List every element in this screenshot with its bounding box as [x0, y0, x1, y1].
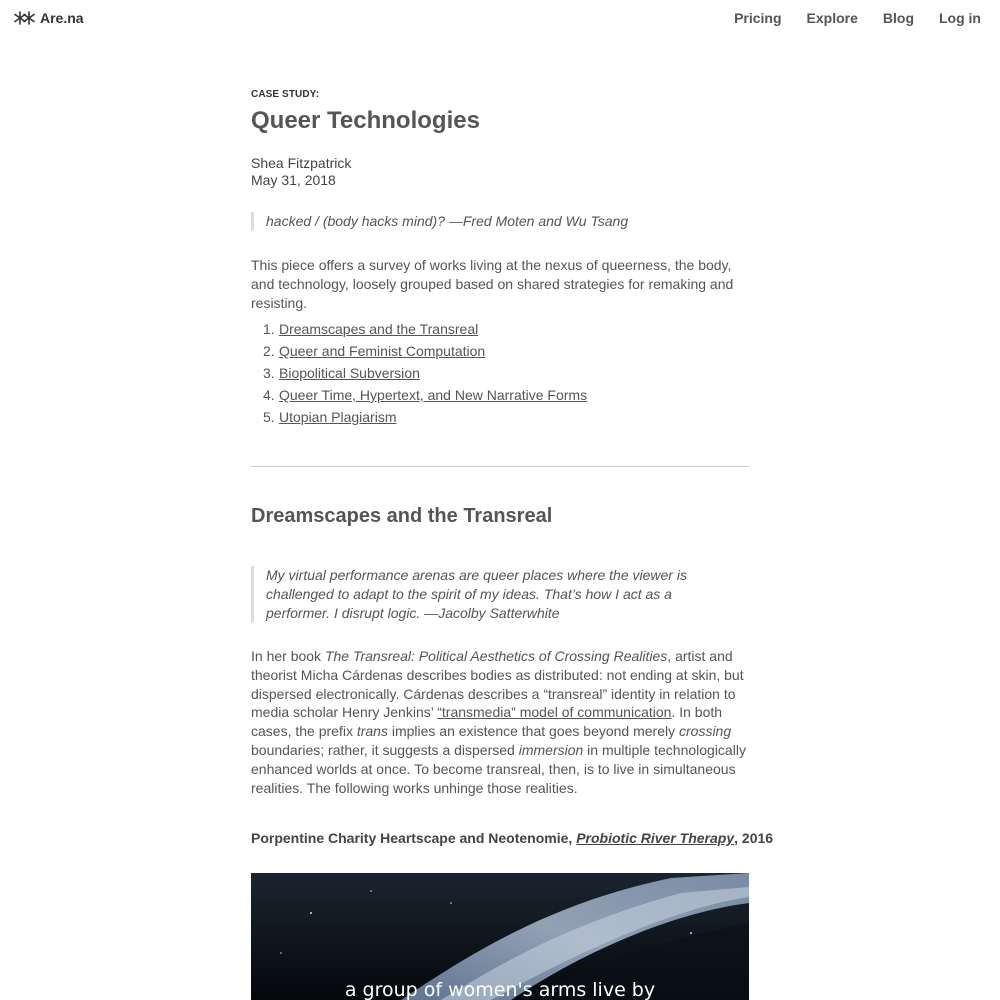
- toc-item: [263, 364, 587, 386]
- section-divider: [251, 466, 749, 467]
- transmedia-link[interactable]: “transmedia” model of communication: [437, 704, 672, 721]
- toc-item: [263, 320, 587, 342]
- logo-link[interactable]: [14, 10, 84, 26]
- nav-link-explore[interactable]: Explore: [806, 10, 858, 26]
- emphasis-immersion: immersion: [518, 741, 584, 758]
- body-paragraph: [251, 647, 749, 797]
- section-title: Dreamscapes and the Transreal: [251, 505, 553, 527]
- logo-text: Are.na: [40, 10, 84, 26]
- toc-item: [263, 386, 587, 408]
- table-of-contents: [263, 320, 587, 430]
- case-study-label: CASE STUDY:: [251, 89, 320, 100]
- author-name: Shea Fitzpatrick: [251, 155, 352, 171]
- page-title: Queer Technologies: [251, 107, 480, 134]
- toc-number: 5.: [263, 409, 275, 425]
- arena-asterisk-icon: [14, 11, 36, 25]
- toc-link-utopian[interactable]: Utopian Plagiarism: [279, 409, 397, 425]
- toc-number: 2.: [263, 343, 275, 359]
- body-text: boundaries; rather, it suggests a dispersed: [251, 741, 519, 758]
- toc-number: 3.: [263, 365, 275, 381]
- intro-paragraph: This piece offers a survey of works living at the nexus of queerness, the body, and technology, loosely grouped based on shared strategies for remaking and resisting.: [251, 257, 734, 311]
- body-text: In her book: [251, 648, 325, 664]
- section-quote: My virtual performance arenas are queer places where the viewer is challenged to adapt to the spirit of my ideas. That’s how I act as a performer. I disrupt logic. —Jacolby Satterwhite: [251, 566, 749, 623]
- publish-date: May 31, 2018: [251, 172, 336, 188]
- body-text: in multiple technologically enhanced worlds at once. To become transreal, then, is to live in simultaneous realities. The following works unhinge those realities.: [251, 741, 746, 796]
- toc-number: 1.: [263, 321, 275, 337]
- toc-link-dreamscapes[interactable]: Dreamscapes and the Transreal: [279, 321, 479, 337]
- emphasis-crossing: crossing: [679, 723, 732, 740]
- top-nav: [0, 0, 1000, 36]
- toc-item: [263, 342, 587, 364]
- work-heading: [251, 830, 773, 846]
- epigraph-quote: hacked / (body hacks mind)? —Fred Moten and Wu Tsang: [251, 212, 749, 231]
- work-year: , 2016: [734, 830, 774, 846]
- emphasis-trans: trans: [356, 723, 388, 740]
- toc-link-biopolitical[interactable]: Biopolitical Subversion: [279, 365, 420, 381]
- toc-number: 4.: [263, 387, 275, 403]
- nav-link-login[interactable]: Log in: [939, 10, 981, 26]
- work-title-link[interactable]: Probiotic River Therapy: [576, 830, 735, 846]
- toc-link-queer-time[interactable]: Queer Time, Hypertext, and New Narrative Forms: [279, 387, 588, 403]
- work-artists: Porpentine Charity Heartscape and Neotenomie,: [251, 830, 577, 846]
- video-caption: a group of women's arms live by: [344, 979, 656, 1000]
- video-player[interactable]: [251, 873, 749, 1000]
- toc-item: [263, 408, 587, 430]
- nav-link-pricing[interactable]: Pricing: [734, 10, 782, 26]
- body-text: , artist and theorist Micha Cárdenas describes bodies as distributed: not ending at skin, but dispersed electronically. Cárdenas describes a “transreal” identity in relation to media scholar Henry Jenkins’: [251, 648, 744, 721]
- body-text: . In both cases, the prefix: [251, 704, 723, 740]
- nav-link-blog[interactable]: Blog: [882, 10, 914, 26]
- book-title: The Transreal: Political Aesthetics of Crossing Realities: [324, 648, 668, 664]
- nav-links: [709, 10, 981, 26]
- toc-link-computation[interactable]: Queer and Feminist Computation: [279, 343, 486, 359]
- body-text: implies an existence that goes beyond merely: [387, 723, 679, 740]
